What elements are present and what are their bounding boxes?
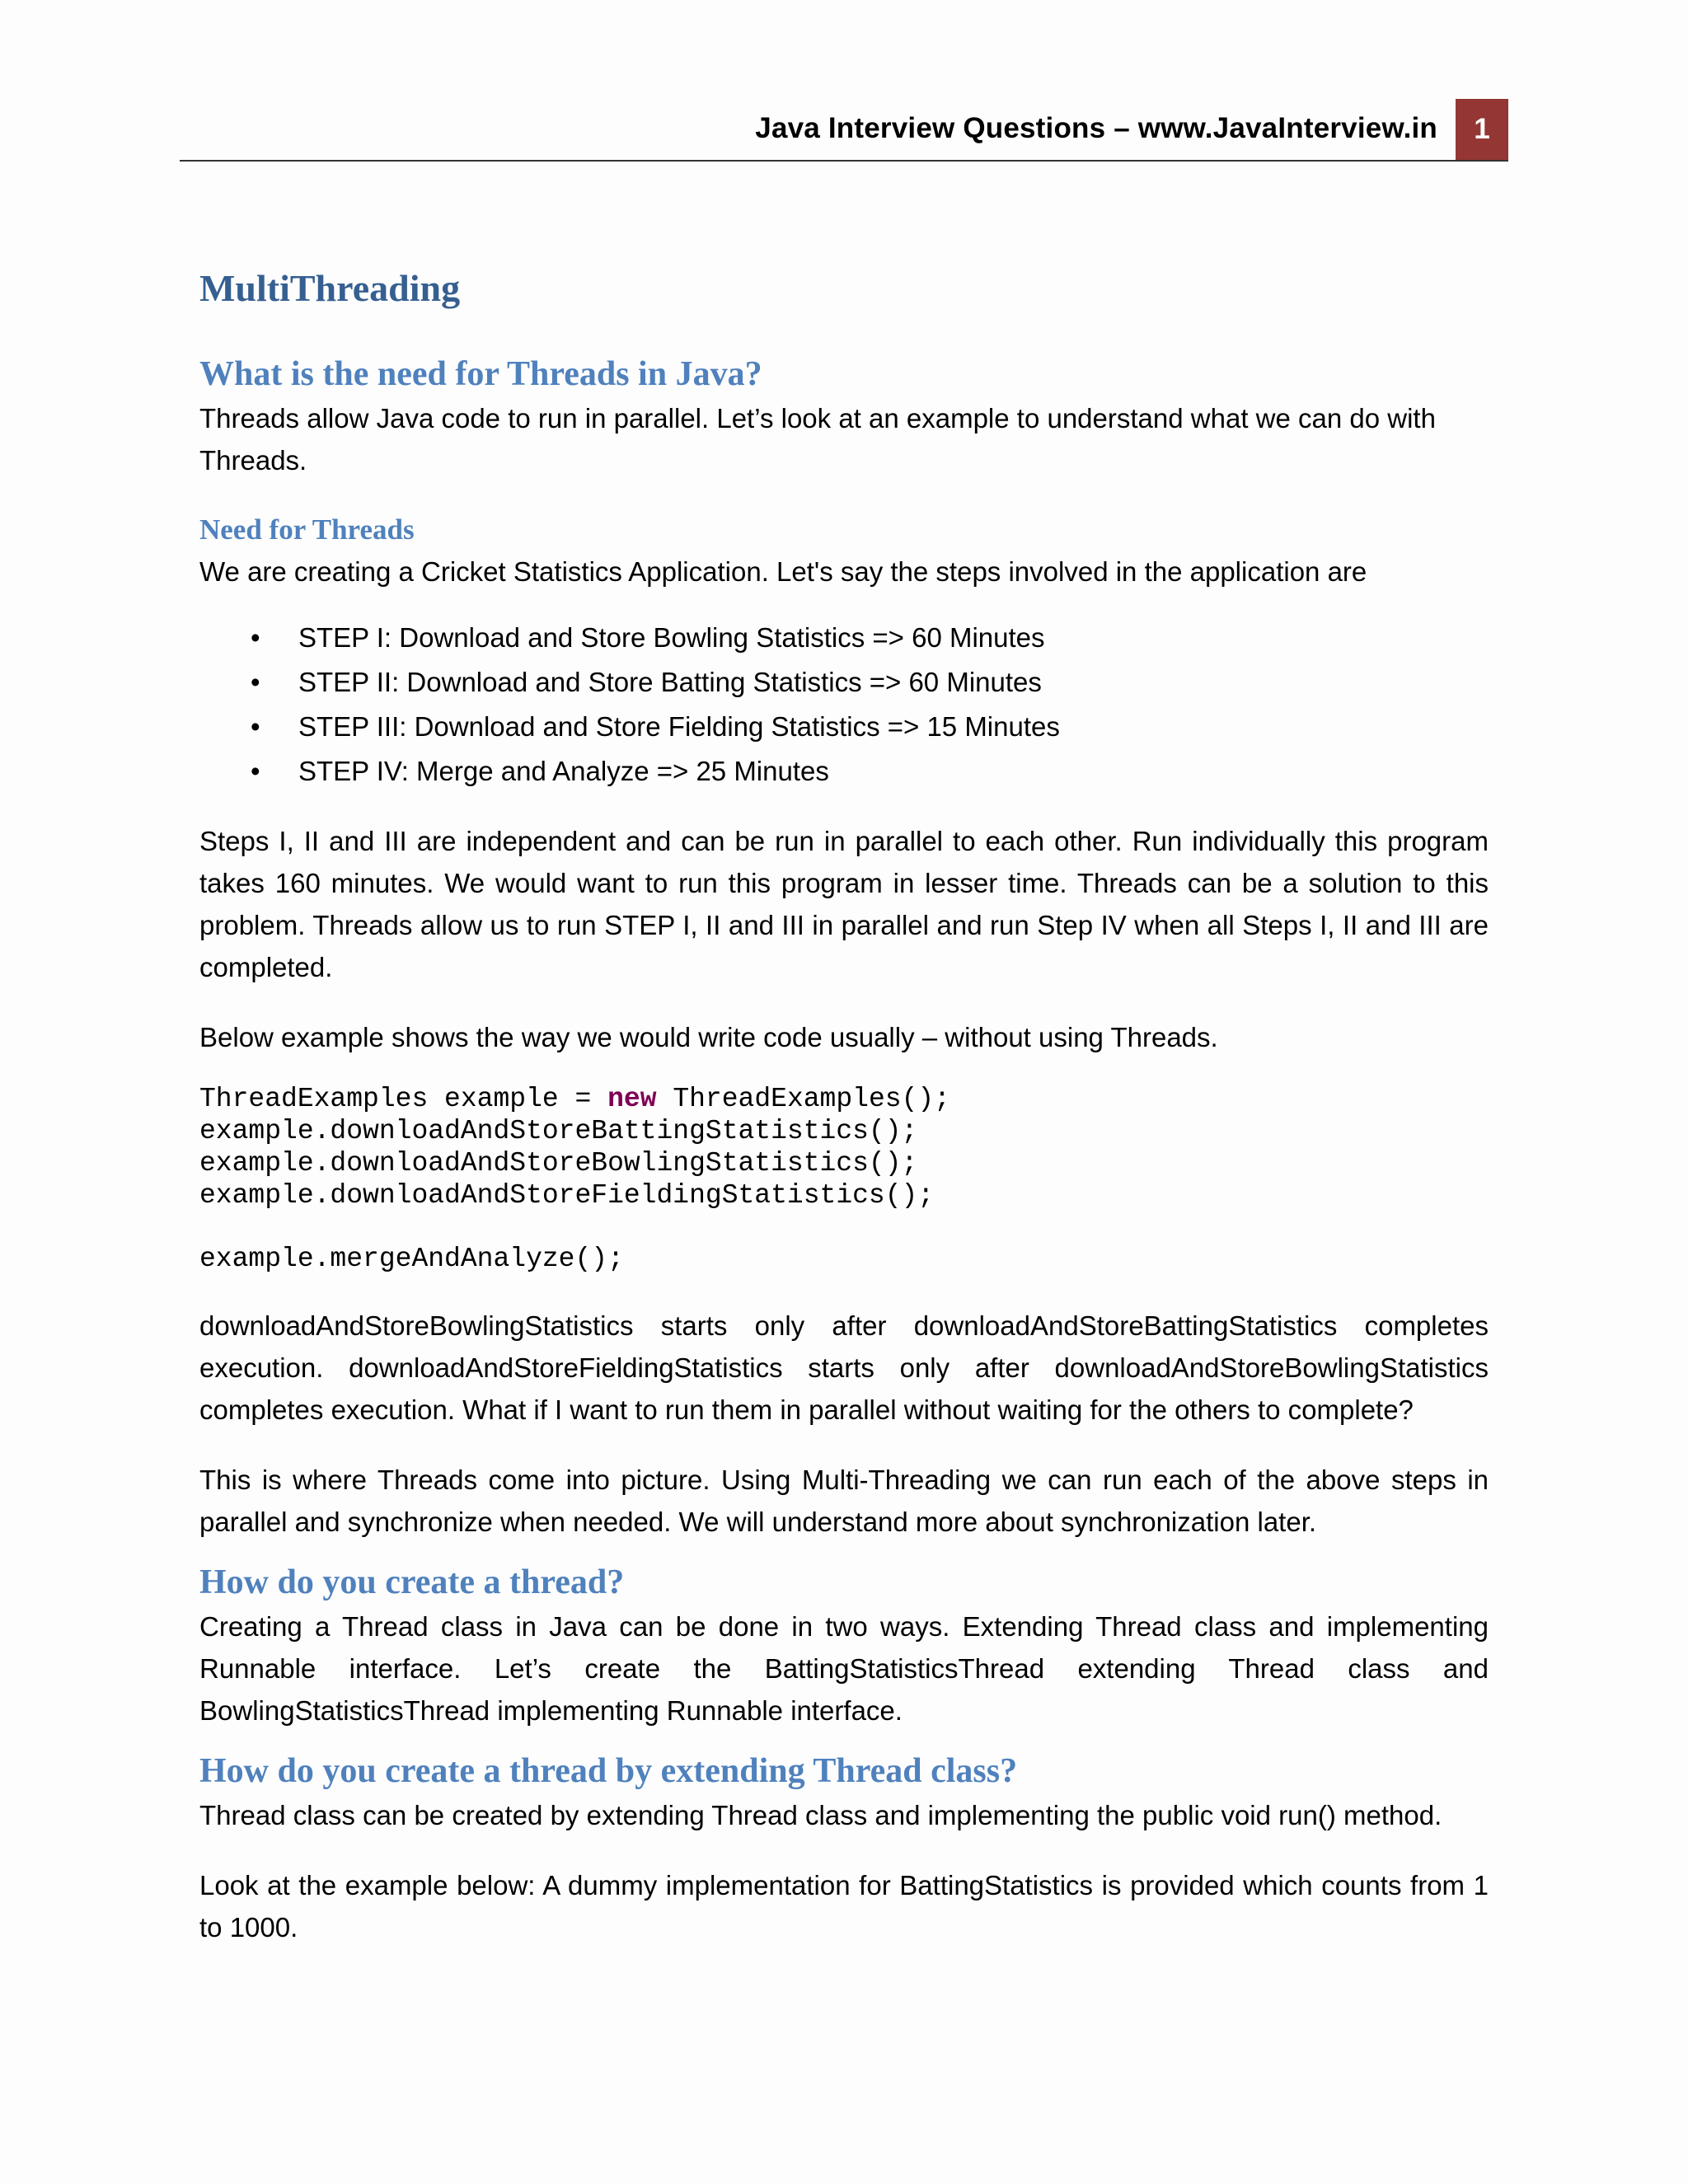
section-paragraph: Steps I, II and III are independent and can be run in parallel to each other. Run individually this program takes 160 minutes. We would want to run this program in lesser time. Threads can be a solution to this problem. Threads allow us to run STEP I, II and III in parallel and run Step IV when all Steps I, II and III are completed. [199,826,1489,982]
code-block [199,1243,1489,1275]
section-paragraph: This is where Threads come into picture. Using Multi-Threading we can run each of the above steps in parallel and synchronize when needed. We will understand more about synchronization later. [199,1465,1489,1537]
subsection-heading: Need for Threads [199,513,415,546]
code-block [199,1083,1489,1212]
code-line: example.mergeAndAnalyze(); [199,1244,624,1274]
section-heading-need-for-threads: What is the need for Threads in Java? [199,355,762,393]
bullet-icon: • [251,667,260,697]
document-title: MultiThreading [199,267,461,309]
document-body [199,262,1489,1976]
code-line: example.downloadAndStoreFieldingStatistics(); [199,1180,935,1211]
section-heading-create-thread: How do you create a thread? [199,1563,625,1601]
page-number-badge: 1 [1456,99,1508,160]
bullet-icon: • [251,622,260,653]
list-item [251,705,1489,749]
list-item-text: STEP I: Download and Store Bowling Statistics => 60 Minutes [298,622,1045,653]
code-text: ThreadExamples example = [199,1084,608,1114]
steps-list [199,616,1489,794]
code-text: ThreadExamples(); [656,1084,950,1114]
list-item [251,749,1489,794]
code-line [199,1084,950,1114]
code-line: example.downloadAndStoreBowlingStatistics(); [199,1148,918,1179]
section-paragraph: Below example shows the way we would write code usually – without using Threads. [199,1022,1218,1052]
section-heading-extending-thread: How do you create a thread by extending Thread class? [199,1752,1018,1790]
bullet-icon: • [251,756,260,786]
list-item [251,616,1489,660]
section-paragraph: Look at the example below: A dummy implementation for BattingStatistics is provided which counts from 1 to 1000. [199,1870,1489,1943]
code-line: example.downloadAndStoreBattingStatistics(); [199,1116,918,1146]
list-item-text: STEP III: Download and Store Fielding Statistics => 15 Minutes [298,711,1060,742]
section-paragraph: Creating a Thread class in Java can be done in two ways. Extending Thread class and implementing Runnable interface. Let’s create the BattingStatisticsThread extending Thread class and BowlingStatisticsThread implementing Runnable interface. [199,1611,1489,1726]
page-header [180,99,1508,162]
code-keyword: new [607,1084,657,1114]
section-paragraph: Thread class can be created by extending Thread class and implementing the public void run() method. [199,1800,1442,1830]
list-item-text: STEP IV: Merge and Analyze => 25 Minutes [298,756,829,786]
list-item-text: STEP II: Download and Store Batting Statistics => 60 Minutes [298,667,1042,697]
section-paragraph: We are creating a Cricket Statistics Application. Let's say the steps involved in the application are [199,556,1367,587]
bullet-icon: • [251,711,260,742]
header-title: Java Interview Questions – www.JavaInterview.in [755,112,1437,144]
section-paragraph: downloadAndStoreBowlingStatistics starts only after downloadAndStoreBattingStatistics completes execution. downloadAndStoreFieldingStatistics starts only after downloadAndStoreBowlingStatistics completes execution. What if I want to run them in parallel without waiting for the others to complete? [199,1310,1489,1425]
list-item [251,660,1489,705]
section-paragraph: Threads allow Java code to run in parallel. Let’s look at an example to understand what we can do with Threads. [199,403,1436,476]
